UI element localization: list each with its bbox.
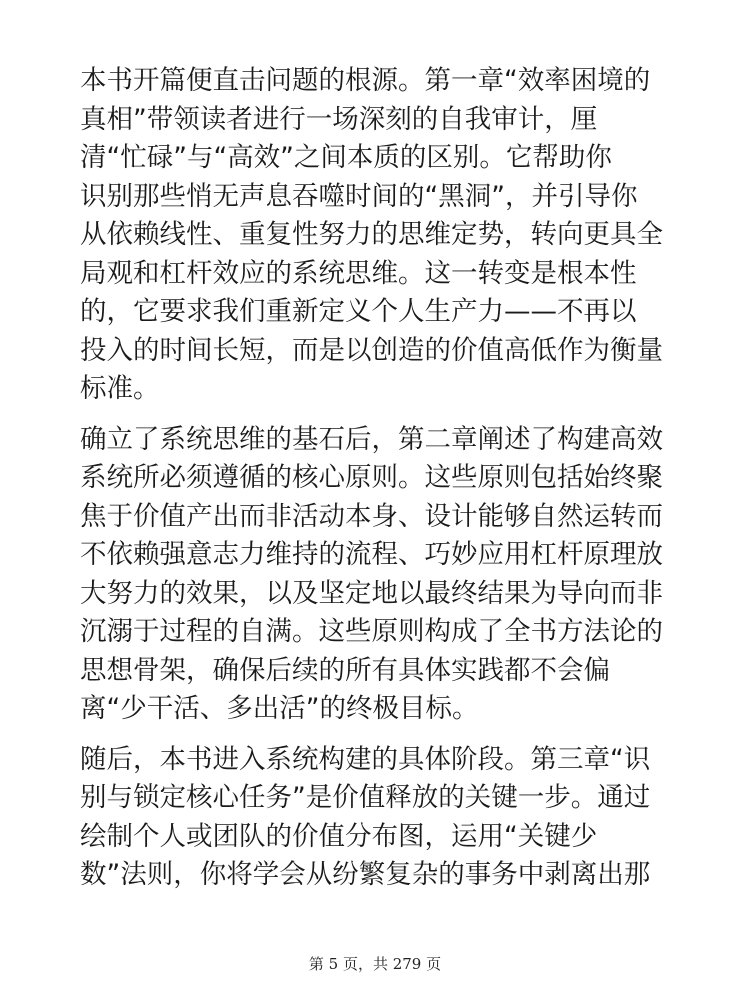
text-line: 局观和杠杆效应的系统思维。这一转变是根本性: [80, 257, 637, 289]
text-line: 识别那些悄无声息吞噬时间的“黑洞”，并引导你: [80, 180, 638, 212]
text-line: 投入的时间长短，而是以创造的价值高低作为衡量: [80, 334, 663, 366]
text-line: 沉溺于过程的自满。这些原则构成了全书方法论的: [80, 616, 663, 647]
text-line: 标准。: [80, 373, 160, 404]
page-number-footer: 第 5 页，共 279 页: [308, 955, 442, 973]
paragraph-2: [80, 421, 680, 729]
text-line: 离“少干活、多出活”的终极目标。: [80, 693, 479, 724]
text-line: 随后，本书进入系统构建的具体阶段。第三章“识: [80, 743, 651, 775]
text-line: 的，它要求我们重新定义个人生产力——不再以: [80, 296, 637, 327]
text-line: 从依赖线性、重复性努力的思维定势，转向更具全: [80, 219, 663, 250]
text-line: 数”法则，你将学会从纷繁复杂的事务中剥离出那: [80, 859, 651, 890]
paragraph-1: [80, 62, 680, 409]
text-line: 思想骨架，确保后续的所有具体实践都不会偏: [80, 654, 610, 686]
body-text: [80, 62, 680, 907]
text-line: 清“忙碌”与“高效”之间本质的区别。它帮助你: [80, 142, 612, 173]
text-line: 大努力的效果，以及坚定地以最终结果为导向而非: [80, 577, 663, 609]
text-line: 不依赖强意志力维持的流程、巧妙应用杠杆原理放: [80, 539, 663, 570]
text-line: 系统所必须遵循的核心原则。这些原则包括始终聚: [80, 462, 663, 493]
text-line: 确立了系统思维的基石后，第二章阐述了构建高效: [80, 423, 663, 455]
paragraph-3: [80, 741, 680, 895]
text-line: 真相”带领读者进行一场深刻的自我审计，厘: [80, 103, 598, 135]
text-line: 绘制个人或团队的价值分布图，运用“关键少: [80, 820, 598, 852]
text-line: 本书开篇便直击问题的根源。第一章“效率困境的: [80, 65, 651, 96]
text-line: 焦于价值产出而非活动本身、设计能够自然运转而: [80, 500, 663, 532]
text-line: 别与锁定核心任务”是价值释放的关键一步。通过: [80, 782, 651, 813]
